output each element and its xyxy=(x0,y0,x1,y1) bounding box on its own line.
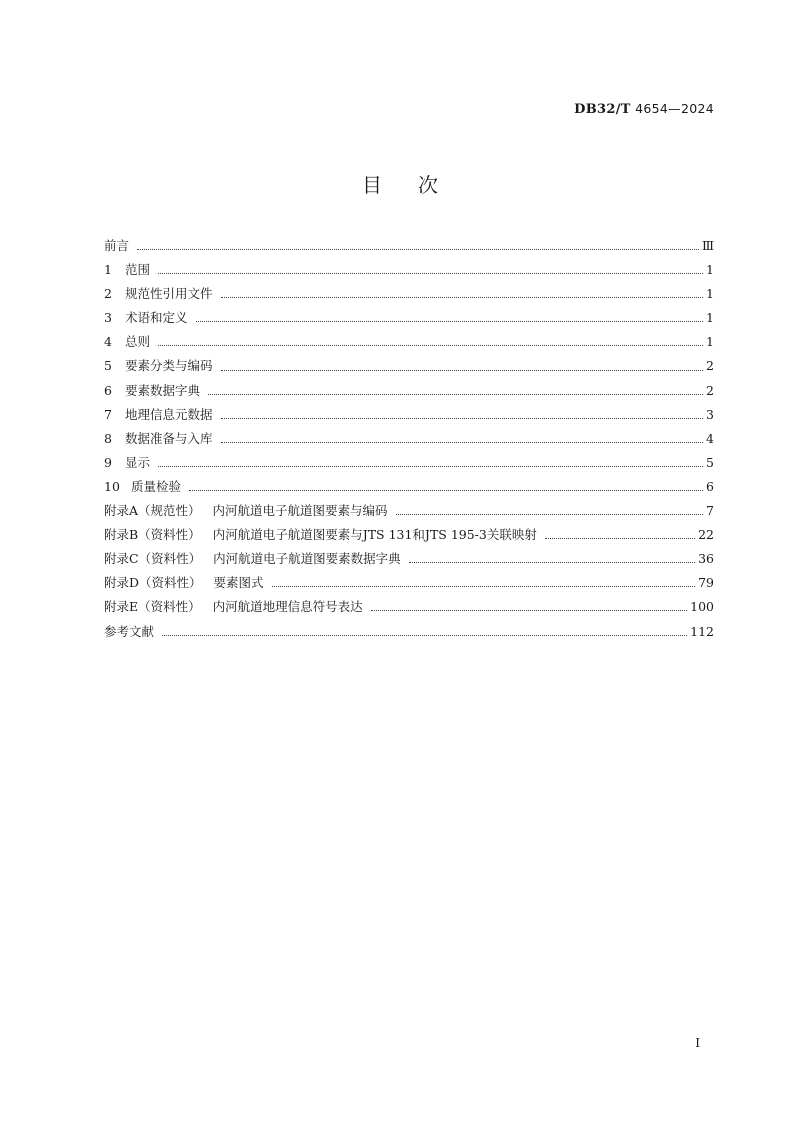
toc-entry-title: 地理信息元数据 xyxy=(125,406,213,422)
toc-entry-annex: 附录B（资料性） xyxy=(104,527,201,543)
toc-entry-page: 1 xyxy=(706,334,714,350)
toc-entry-title: 内河航道电子航道图要素数据字典 xyxy=(213,551,401,567)
toc-entry[interactable] xyxy=(104,429,714,453)
toc-entry-number: 2 xyxy=(104,286,112,302)
table-of-contents xyxy=(104,236,714,646)
toc-entry-page: 4 xyxy=(706,430,714,446)
toc-entry-title: 参考文献 xyxy=(104,623,155,639)
toc-entry[interactable] xyxy=(104,332,714,356)
toc-entry-page: 1 xyxy=(706,310,714,326)
toc-dot-leader xyxy=(409,555,697,567)
toc-entry[interactable] xyxy=(104,453,714,477)
toc-entry[interactable] xyxy=(104,356,714,380)
toc-entry[interactable] xyxy=(104,597,714,621)
toc-dot-leader xyxy=(221,290,705,302)
toc-entry-page: 79 xyxy=(698,575,714,591)
toc-entry-title: 术语和定义 xyxy=(125,310,188,326)
toc-entry-title: 显示 xyxy=(125,454,151,470)
toc-entry-title: 质量检验 xyxy=(131,478,182,494)
toc-entry-page: 3 xyxy=(706,406,714,422)
toc-entry-page: 36 xyxy=(698,551,714,567)
toc-entry-title: 内河航道电子航道图要素与JTS 131和JTS 195-3关联映射 xyxy=(212,527,537,543)
toc-entry[interactable] xyxy=(104,405,714,429)
toc-entry[interactable] xyxy=(104,573,714,597)
toc-entry-number: 1 xyxy=(104,262,112,278)
toc-dot-leader xyxy=(545,531,696,543)
toc-entry[interactable] xyxy=(104,381,714,405)
toc-dot-leader xyxy=(158,459,704,471)
toc-entry-number: 9 xyxy=(104,454,112,470)
toc-entry-page: 7 xyxy=(706,503,714,519)
toc-dot-leader xyxy=(221,411,705,423)
toc-dot-leader xyxy=(189,483,704,495)
toc-dot-leader xyxy=(137,242,700,254)
toc-entry-number: 7 xyxy=(104,406,112,422)
toc-entry-title: 总则 xyxy=(125,334,151,350)
toc-entry-number: 4 xyxy=(104,334,112,350)
toc-entry-title: 要素数据字典 xyxy=(125,382,201,398)
toc-entry-page: 1 xyxy=(706,286,714,302)
toc-entry[interactable] xyxy=(104,549,714,573)
toc-dot-leader xyxy=(371,603,688,615)
toc-entry-page: 22 xyxy=(698,527,714,543)
toc-entry-page: 6 xyxy=(706,478,714,494)
standard-code xyxy=(574,101,714,117)
page-number: I xyxy=(695,1036,700,1050)
toc-entry-title: 数据准备与入库 xyxy=(125,430,213,446)
toc-entry[interactable] xyxy=(104,308,714,332)
toc-entry-page: 2 xyxy=(706,382,714,398)
toc-entry-number: 10 xyxy=(104,478,120,494)
toc-dot-leader xyxy=(272,579,697,591)
toc-entry[interactable] xyxy=(104,236,714,260)
toc-entry[interactable] xyxy=(104,622,714,646)
toc-entry[interactable] xyxy=(104,501,714,525)
toc-dot-leader xyxy=(221,363,705,375)
toc-entry-page: 2 xyxy=(706,358,714,374)
toc-entry-annex: 附录C（资料性） xyxy=(104,551,202,567)
standard-code-number: 4654—2024 xyxy=(635,101,714,116)
standard-code-prefix: DB32/T xyxy=(574,102,631,117)
toc-entry-title: 前言 xyxy=(104,238,130,253)
toc-entry-title: 内河航道地理信息符号表达 xyxy=(212,599,363,615)
toc-dot-leader xyxy=(196,314,705,326)
page-title: 目次 xyxy=(362,173,474,197)
toc-entry[interactable] xyxy=(104,284,714,308)
toc-entry-page: 112 xyxy=(690,623,714,639)
toc-entry-annex: 附录E（资料性） xyxy=(104,599,201,615)
toc-entry-number: 5 xyxy=(104,358,112,374)
toc-entry-number: 8 xyxy=(104,430,112,446)
toc-dot-leader xyxy=(158,266,704,278)
toc-entry[interactable] xyxy=(104,525,714,549)
toc-entry-annex: 附录A（规范性） xyxy=(104,503,201,519)
toc-entry-page: 1 xyxy=(706,262,714,278)
toc-dot-leader xyxy=(208,387,704,399)
toc-entry-title: 内河航道电子航道图要素与编码 xyxy=(212,503,388,519)
toc-entry-page: 5 xyxy=(706,454,714,470)
toc-entry-title: 要素图式 xyxy=(213,575,264,591)
toc-dot-leader xyxy=(396,507,705,519)
toc-entry-number: 3 xyxy=(104,310,112,326)
toc-entry-title: 要素分类与编码 xyxy=(125,358,213,374)
toc-entry-title: 范围 xyxy=(125,262,151,278)
toc-entry-page: Ⅲ xyxy=(701,238,714,253)
toc-entry-number: 6 xyxy=(104,382,112,398)
toc-entry[interactable] xyxy=(104,260,714,284)
toc-entry[interactable] xyxy=(104,477,714,501)
toc-entry-page: 100 xyxy=(690,599,714,615)
toc-dot-leader xyxy=(221,435,705,447)
toc-dot-leader xyxy=(162,628,688,640)
toc-dot-leader xyxy=(158,338,704,350)
toc-entry-title: 规范性引用文件 xyxy=(125,286,213,302)
toc-entry-annex: 附录D（资料性） xyxy=(104,575,202,591)
